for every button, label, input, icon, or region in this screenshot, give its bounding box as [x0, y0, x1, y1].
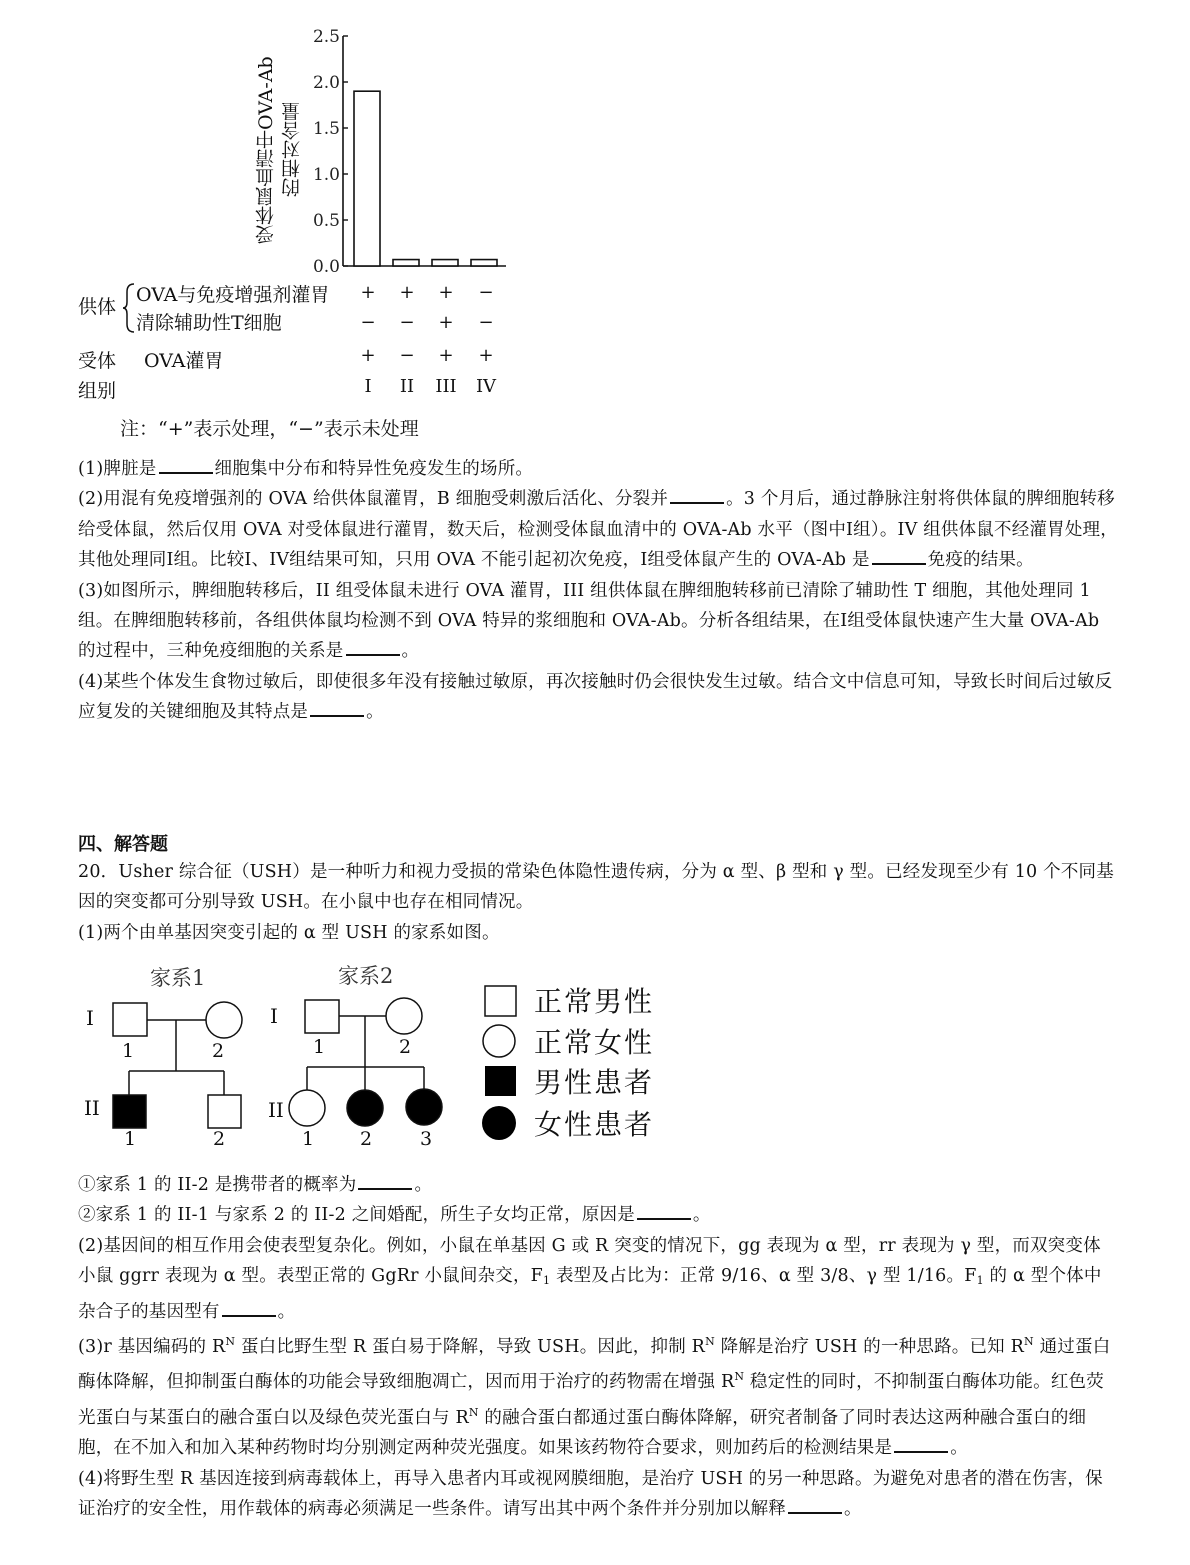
f1-I-2-id: 2 — [212, 1040, 225, 1062]
f2-II-3-affected-female — [406, 1089, 442, 1125]
mark-r3-g2: − — [399, 345, 415, 366]
gen-I-label-f2: I — [270, 1004, 278, 1028]
mark-r3-g1: + — [360, 345, 376, 366]
f2-II-2-affected-female — [347, 1090, 383, 1126]
ylabel-line1: 受体鼠血清中OVA-Ab — [255, 56, 277, 244]
f1-II-1-id: 1 — [124, 1128, 137, 1150]
answer-blank[interactable] — [159, 454, 213, 474]
y-tick-label: 1.5 — [312, 119, 340, 139]
mark-r2-g1: − — [360, 312, 376, 333]
q20-body — [78, 1170, 1118, 1524]
group-III: III — [435, 376, 457, 397]
legend-affected-female: 女性患者 — [534, 1108, 655, 1141]
family1-title: 家系1 — [150, 966, 206, 990]
group-II: II — [399, 376, 415, 397]
y-tick-label: 1.0 — [312, 165, 340, 185]
family2-title: 家系2 — [338, 964, 394, 988]
legend-normal-male: 正常男性 — [534, 985, 655, 1018]
answer-blank[interactable] — [358, 1170, 412, 1190]
legend-normal-female-icon — [483, 1025, 515, 1057]
f2-II-2-id: 2 — [360, 1128, 373, 1150]
mark-r2-g4: − — [478, 312, 494, 333]
donor-row-2-label: 清除辅助性T细胞 — [136, 312, 282, 334]
y-tick-label: 2.5 — [312, 27, 340, 47]
f2-I-2-id: 2 — [399, 1036, 412, 1058]
gen-II-label-f2: II — [268, 1098, 284, 1122]
q20-part3: (3)r 基因编码的 $R^N$ 蛋白比野生型 R 蛋白易于降解，导致 USH。因此，抑制 $R^N$ 降解是治疗 USH 的一种思路。已知 $R^N$ 通过蛋白酶体降解，但抑制蛋白酶体的功能会导致细胞凋亡，因而用于治疗的药物需在增强 $R^N$ 稳定性的同时，不抑制蛋白酶体功能。红色荧光蛋白与某蛋白的融合蛋白以及绿色荧光蛋白与 $R^N$ 的融合蛋白都通过蛋白酶体降解，研究者制备了同时表达这两种融合蛋白的细胞，在不加入和加入某种药物时均分别测定两种荧光强度。如果该药物符合要求，则加药后的检测结果是 。 — [78, 1335, 1111, 1459]
group-label: 组别 — [78, 380, 117, 402]
mark-r3-g4: + — [478, 345, 494, 366]
y-tick-label: 0.0 — [312, 257, 340, 277]
mark-r1-g2: + — [399, 282, 415, 303]
f2-I-1-normal-male — [305, 1000, 339, 1033]
mark-r2-g3: + — [438, 312, 454, 333]
bar-I — [354, 91, 380, 266]
bar-III — [432, 260, 458, 266]
mark-r3-g3: + — [438, 345, 454, 366]
answer-blank[interactable] — [346, 636, 400, 656]
group-IV: IV — [475, 376, 497, 397]
q19-part4: (4)某些个体发生食物过敏后，即使很多年没有接触过敏原，再次接触时仍会很快发生过敏。结合文中信息可知，导致长时间后过敏反应复发的关键细胞及其特点是 。 — [78, 671, 1113, 723]
answer-blank[interactable] — [637, 1200, 691, 1220]
donor-row-1-label: OVA与免疫增强剂灌胃 — [136, 284, 330, 306]
q19-part2: (2)用混有免疫增强剂的 OVA 给供体鼠灌胃，B 细胞受刺激后活化、分裂并 。3 个月后，通过静脉注射将供体鼠的脾细胞转移给受体鼠，然后仅用 OVA 对受体鼠进行灌胃，数天后，检测受体鼠血清中的 OVA-Ab 水平（图中I组）。IV 组供体鼠不经灌胃处理，其他处理同I组。比较I、IV组结果可知，只用 OVA 不能引起初次免疫，I组受体鼠产生的 OVA-Ab 是 免疫的结果。 — [78, 484, 1118, 575]
f2-I-1-id: 1 — [313, 1036, 326, 1058]
q19-part1: (1)脾脏是 细胞集中分布和特异性免疫发生的场所。 — [78, 454, 1118, 484]
f2-II-3-id: 3 — [420, 1128, 433, 1150]
answer-blank[interactable] — [894, 1433, 948, 1453]
mark-r1-g4: − — [478, 282, 494, 303]
f1-I-1-normal-male — [113, 1003, 147, 1036]
pedigree-figure — [70, 960, 690, 1160]
answer-blank[interactable] — [872, 545, 926, 565]
f2-II-1-id: 1 — [302, 1128, 315, 1150]
f1-I-1-id: 1 — [122, 1040, 135, 1062]
q19-body — [78, 454, 1118, 728]
chart-ylabel — [253, 30, 313, 270]
y-tick-label: 2.0 — [312, 73, 340, 93]
f1-II-2-id: 2 — [213, 1128, 226, 1150]
f1-I-2-normal-female — [206, 1002, 242, 1038]
legend-affected-male: 男性患者 — [534, 1066, 655, 1099]
answer-blank[interactable] — [670, 484, 724, 504]
q20-part4: (4)将野生型 R 基因连接到病毒载体上，再导入患者内耳或视网膜细胞，是治疗 USH 的另一种思路。为避免对患者的潜在伤害，保证治疗的安全性，用作载体的病毒必须满足一些条件。请写出其中两个条件并分别加以解释 。 — [78, 1468, 1103, 1520]
group-I: I — [364, 376, 372, 397]
bar-IV — [471, 260, 497, 266]
table-note: 注：“+”表示处理，“−”表示未处理 — [120, 418, 419, 440]
bar-II — [393, 260, 419, 266]
mark-r1-g1: + — [360, 282, 376, 303]
recipient-label: 受体 — [78, 350, 117, 372]
answer-blank[interactable] — [310, 697, 364, 717]
q19-part3: (3)如图所示，脾细胞转移后，II 组受体鼠未进行 OVA 灌胃，III 组供体鼠在脾细胞转移前已清除了辅助性 T 细胞，其他处理同 1 组。在脾细胞转移前，各组供体鼠均检测不到 OVA 特异的浆细胞和 OVA-Ab。分析各组结果，在I组受体鼠快速产生大量 OVA-Ab 的过程中，三种免疫细胞的关系是 。 — [78, 580, 1100, 662]
legend-normal-male-icon — [485, 986, 516, 1016]
ylabel-line2: 的相对含量 — [281, 102, 303, 198]
y-tick-label: 0.5 — [312, 211, 340, 231]
q20-part2: (2)基因间的相互作用会使表型复杂化。例如，小鼠在单基因 G 或 R 突变的情况下，gg 表现为 α 型，rr 表现为 γ 型，而双突变体小鼠 ggrr 表现为 α 型。表型正常的 GgRr 小鼠间杂交，$F_1$ 表型及占比为：正常 9/16、α 型 3/8、γ 型 1/16。$F_1$ 的 α 型个体中杂合子的基因型有 。 — [78, 1235, 1102, 1322]
f1-II-1-affected-male — [113, 1095, 146, 1128]
q20-intro-block — [78, 857, 1118, 948]
f2-II-1-normal-female — [289, 1090, 325, 1126]
mark-r1-g3: + — [438, 282, 454, 303]
donor-label: 供体 — [78, 296, 117, 318]
f1-II-2-normal-male — [208, 1095, 241, 1128]
gen-I-label-f1: I — [86, 1006, 94, 1030]
q20-sub2: ②家系 1 的 II-1 与家系 2 的 II-2 之间婚配，所生子女均正常，原因是 。 — [78, 1200, 1118, 1230]
legend-affected-female-icon — [482, 1106, 516, 1140]
answer-blank[interactable] — [788, 1494, 842, 1514]
mark-r2-g2: − — [399, 312, 415, 333]
q20-sub1: ①家系 1 的 II-2 是携带者的概率为 。 — [78, 1170, 1118, 1200]
q20-part1: (1)两个由单基因突变引起的 α 型 USH 的家系如图。 — [78, 922, 500, 943]
f2-I-2-normal-female — [386, 998, 422, 1034]
answer-blank[interactable] — [222, 1297, 276, 1317]
gen-II-label-f1: II — [84, 1096, 100, 1120]
recipient-row-label: OVA灌胃 — [144, 350, 224, 372]
brace-icon — [122, 282, 136, 334]
legend-normal-female: 正常女性 — [534, 1026, 655, 1059]
legend-affected-male-icon — [485, 1066, 516, 1096]
section-heading: 四、解答题 — [78, 834, 168, 855]
q20-intro: 20．Usher 综合征（USH）是一种听力和视力受损的常染色体隐性遗传病，分为 α 型、β 型和 γ 型。已经发现至少有 10 个不同基因的突变都可分别导致 USH。在小鼠中也存在相同情况。 — [78, 862, 1114, 913]
